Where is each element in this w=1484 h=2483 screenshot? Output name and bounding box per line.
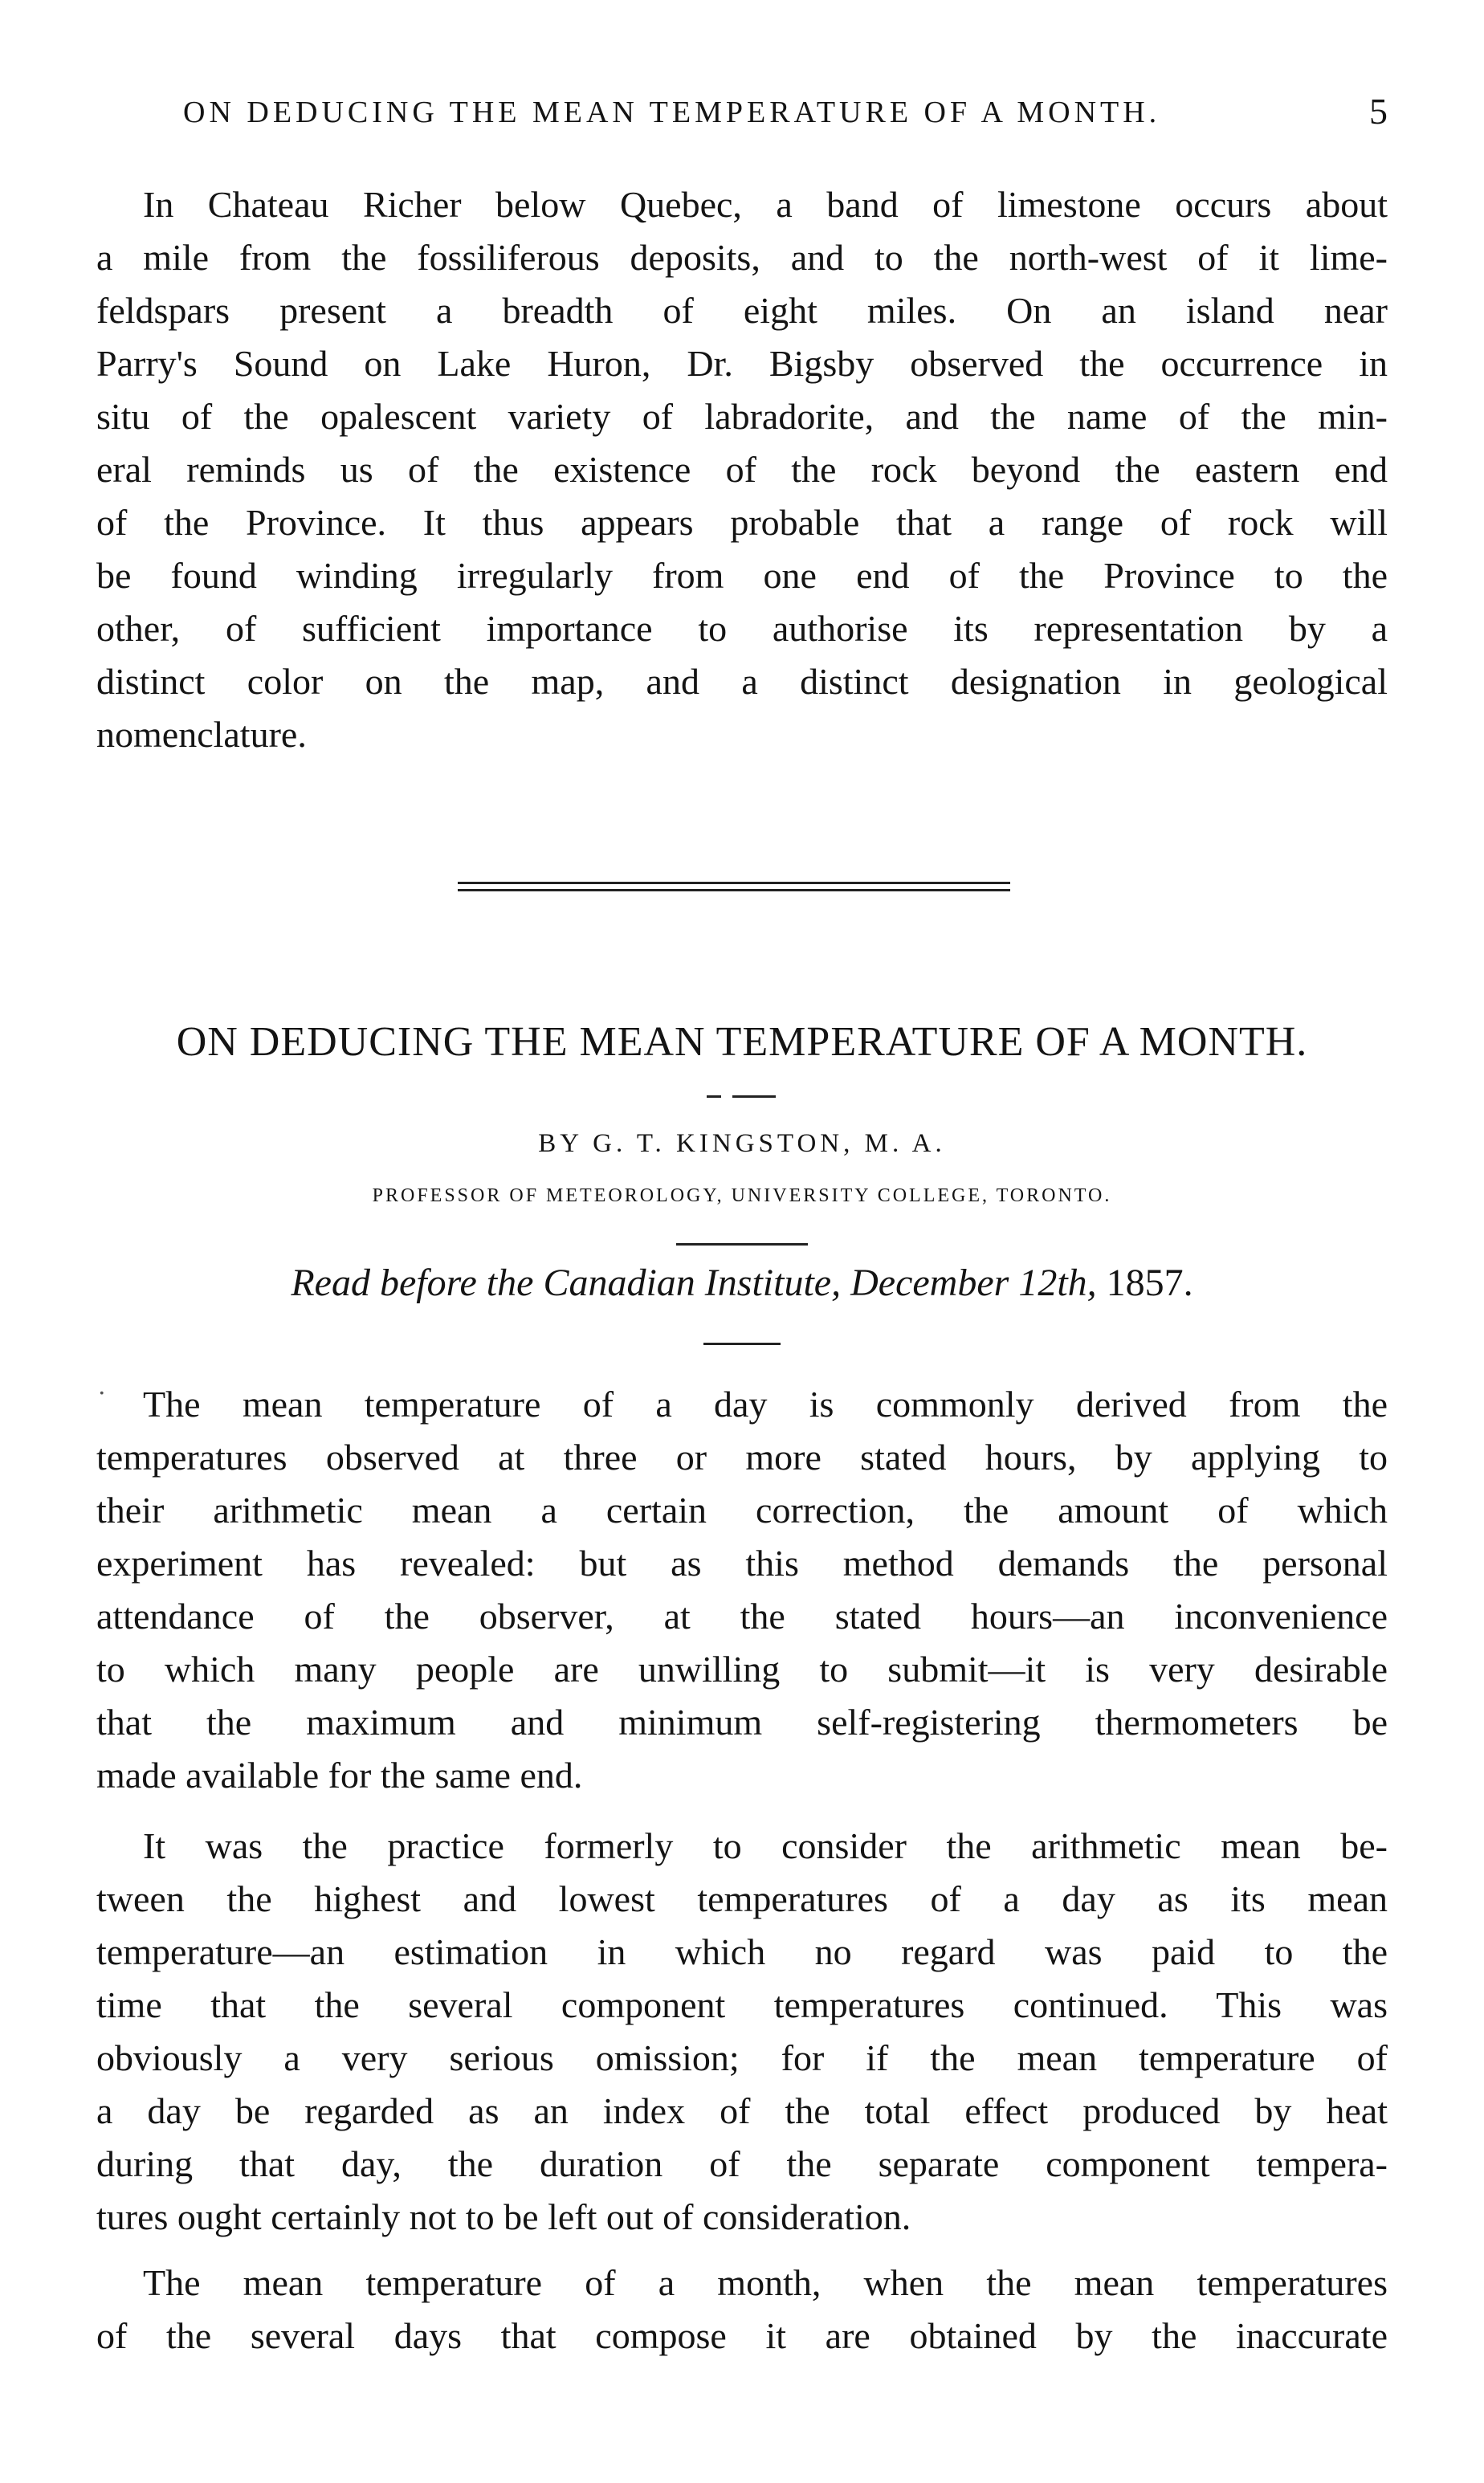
section-divider — [458, 882, 1010, 895]
paragraph-2 — [96, 1820, 1388, 2244]
text-line: nomenclature. — [96, 714, 307, 755]
title-rule — [732, 1095, 776, 1098]
text-line: obviously a very serious omission; for if the mean temperature of — [96, 2037, 1388, 2078]
byline-rule — [676, 1243, 808, 1246]
text-line: feldspars present a breadth of eight miles. On an island near — [96, 290, 1388, 331]
text-line: The mean temperature of a day is commonly derived from the — [143, 1384, 1388, 1425]
text-line: a mile from the fossiliferous deposits, and to the north-west of it lime- — [96, 237, 1388, 278]
read-before-text: Read before the Canadian Institute, December 12th, — [291, 1262, 1097, 1304]
text-line: tures ought certainly not to be left out of consideration. — [96, 2196, 911, 2237]
text-line: temperature—an estimation in which no regard was paid to the — [96, 1931, 1388, 1972]
read-before-line — [96, 1261, 1388, 1305]
page-number: 5 — [1369, 91, 1388, 132]
text-line: during that day, the duration of the separate component tempera- — [96, 2143, 1388, 2184]
running-head-title: ON DEDUCING THE MEAN TEMPERATURE OF A MONTH. — [183, 96, 1161, 129]
text-line: situ of the opalescent variety of labradorite, and the name of the min- — [96, 396, 1388, 437]
text-line: that the maximum and minimum self-registering thermometers be — [96, 1702, 1388, 1743]
paragraph-3 — [96, 2257, 1388, 2363]
running-head — [183, 91, 1388, 143]
text-line: of the Province. It thus appears probable that a range of rock will — [96, 502, 1388, 543]
author-byline: BY G. T. KINGSTON, M. A. — [538, 1129, 946, 1158]
text-line: tween the highest and lowest temperatures of a day as its mean — [96, 1878, 1388, 1919]
paragraph-1 — [96, 1378, 1388, 1802]
previous-article-text — [96, 178, 1388, 761]
text-line: of the several days that compose it are obtained by the inaccurate — [96, 2315, 1388, 2356]
margin-mark: · — [98, 1380, 106, 1408]
article-title: ON DEDUCING THE MEAN TEMPERATURE OF A MONTH. — [176, 1019, 1308, 1065]
text-line: eral reminds us of the existence of the rock beyond the eastern end — [96, 449, 1388, 490]
author-affiliation: PROFESSOR OF METEOROLOGY, UNIVERSITY COLLEGE, TORONTO. — [372, 1185, 1112, 1206]
text-line: a day be regarded as an index of the total effect produced by heat — [96, 2090, 1388, 2131]
text-line: be found winding irregularly from one end of the Province to the — [96, 555, 1388, 596]
read-before-year: 1857. — [1106, 1262, 1193, 1304]
text-line: It was the practice formerly to consider the arithmetic mean be- — [143, 1825, 1388, 1866]
text-line: distinct color on the map, and a distinct designation in geological — [96, 661, 1388, 702]
read-before-rule — [703, 1343, 781, 1345]
text-line: their arithmetic mean a certain correction, the amount of which — [96, 1490, 1388, 1531]
text-line: to which many people are unwilling to submit—it is very desirable — [96, 1649, 1388, 1690]
text-line: time that the several component temperatures continued. This was — [96, 1984, 1388, 2025]
text-line: experiment has revealed: but as this method demands the personal — [96, 1543, 1388, 1584]
title-rule-dash — [707, 1095, 721, 1098]
text-line: In Chateau Richer below Quebec, a band of limestone occurs about — [143, 184, 1388, 225]
text-line: other, of sufficient importance to authorise its representation by a — [96, 608, 1388, 649]
text-line: made available for the same end. — [96, 1755, 583, 1796]
text-line: temperatures observed at three or more stated hours, by applying to — [96, 1437, 1388, 1478]
text-line: The mean temperature of a month, when the mean temperatures — [143, 2262, 1388, 2303]
text-line: attendance of the observer, at the stated hours—an inconvenience — [96, 1596, 1388, 1637]
text-line: Parry's Sound on Lake Huron, Dr. Bigsby observed the occurrence in — [96, 343, 1388, 384]
